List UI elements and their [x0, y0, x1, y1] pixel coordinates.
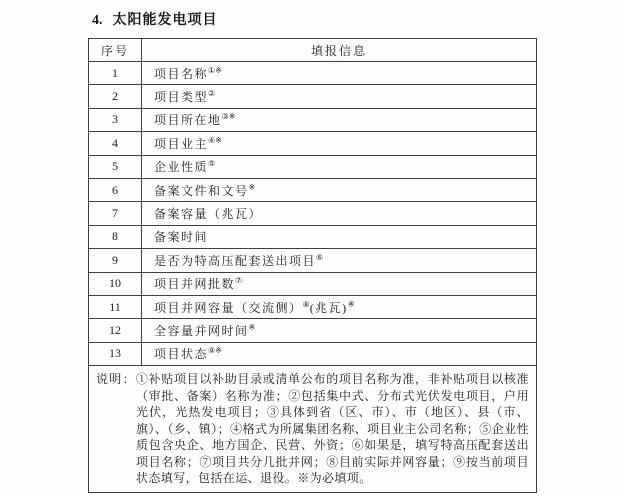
row-serial-number: 6 [89, 178, 142, 201]
footnote-marker: ①※ [208, 65, 222, 75]
section-number: 4. [92, 13, 103, 28]
table-row [89, 295, 537, 318]
column-header-serial: 序号 [89, 39, 142, 62]
table-row [89, 62, 537, 85]
row-serial-number: 12 [89, 319, 142, 342]
table-row [89, 108, 537, 131]
row-field-label: 项目类型② [142, 85, 537, 108]
notes-cell [89, 366, 537, 493]
row-field-label: 备案时间 [142, 225, 537, 248]
table-row [89, 202, 537, 225]
table-row [89, 342, 537, 365]
row-serial-number: 8 [89, 225, 142, 248]
row-field-label: 是否为特高压配套送出项目⑥ [142, 249, 537, 272]
footnote-marker: ※ [347, 299, 355, 309]
notes-paragraph [96, 371, 529, 487]
footnote-marker: ⑧ [302, 299, 310, 309]
row-field-label: 备案文件和文号※ [142, 178, 537, 201]
footnote-marker: ※ [248, 322, 256, 332]
row-field-label: 项目业主④※ [142, 132, 537, 155]
footnote-marker: ② [208, 89, 216, 99]
row-serial-number: 10 [89, 272, 142, 295]
row-serial-number: 2 [89, 85, 142, 108]
table-header [89, 39, 537, 62]
row-serial-number: 9 [89, 249, 142, 272]
section-title [92, 9, 218, 29]
column-header-info: 填报信息 [142, 39, 537, 62]
table-row [89, 178, 537, 201]
footnote-marker: ④※ [208, 135, 222, 145]
row-serial-number: 7 [89, 202, 142, 225]
footnote-marker: ※ [248, 182, 256, 192]
notes-label: 说明： [96, 372, 136, 387]
notes-text: ①补贴项目以补助目录或清单公布的项目名称为准，非补贴项目以核准（审批、备案）名称为准；②包括集中式、分布式光伏发电项目，户用光伏，光热发电项目；③具体到省（区、市）、市（地区）、县（市、旗）、（乡、镇）；④格式为所属集团名称、项目业主公司名称；⑤企业性质包含央企、地方国企、民营、外资；⑥如果是，填写特高压配套送出项目名称；⑦项目共分几批并网；⑧目前实际并网容量；⑨按当前项目状态填写，包括在运、退役。※为必填项。 [135, 372, 529, 486]
row-serial-number: 11 [89, 295, 142, 318]
footnote-marker: ⑦ [235, 276, 243, 286]
table-row [89, 319, 537, 342]
row-serial-number: 4 [89, 132, 142, 155]
footnote-marker: ⑨※ [208, 346, 222, 356]
row-field-label: 项目状态⑨※ [142, 342, 537, 365]
footnote-marker: ③※ [221, 112, 236, 122]
table-row [89, 85, 537, 108]
table-footer [89, 366, 537, 493]
row-field-label: 项目所在地③※ [142, 108, 537, 131]
header-row [89, 39, 537, 62]
notes-row [89, 366, 537, 493]
table-row [89, 225, 537, 248]
table-row [89, 272, 537, 295]
row-field-label: 企业性质⑤ [142, 155, 537, 178]
footnote-marker: ⑤ [208, 159, 216, 169]
section-title-text: 太阳能发电项目 [112, 13, 218, 28]
table-body [89, 62, 537, 366]
project-info-table [88, 38, 537, 493]
footnote-marker: ⑥ [316, 252, 324, 262]
row-serial-number: 13 [89, 342, 142, 365]
row-field-label: 项目并网容量（交流侧）⑧(兆瓦)※ [142, 295, 537, 318]
row-serial-number: 5 [89, 155, 142, 178]
row-field-label: 备案容量（兆瓦） [142, 202, 537, 225]
row-field-label: 全容量并网时间※ [142, 319, 537, 342]
row-serial-number: 1 [89, 62, 142, 85]
row-field-label: 项目并网批数⑦ [142, 272, 537, 295]
table-row [89, 155, 537, 178]
row-field-label: 项目名称①※ [142, 62, 537, 85]
table-row [89, 249, 537, 272]
table-row [89, 132, 537, 155]
row-serial-number: 3 [89, 108, 142, 131]
